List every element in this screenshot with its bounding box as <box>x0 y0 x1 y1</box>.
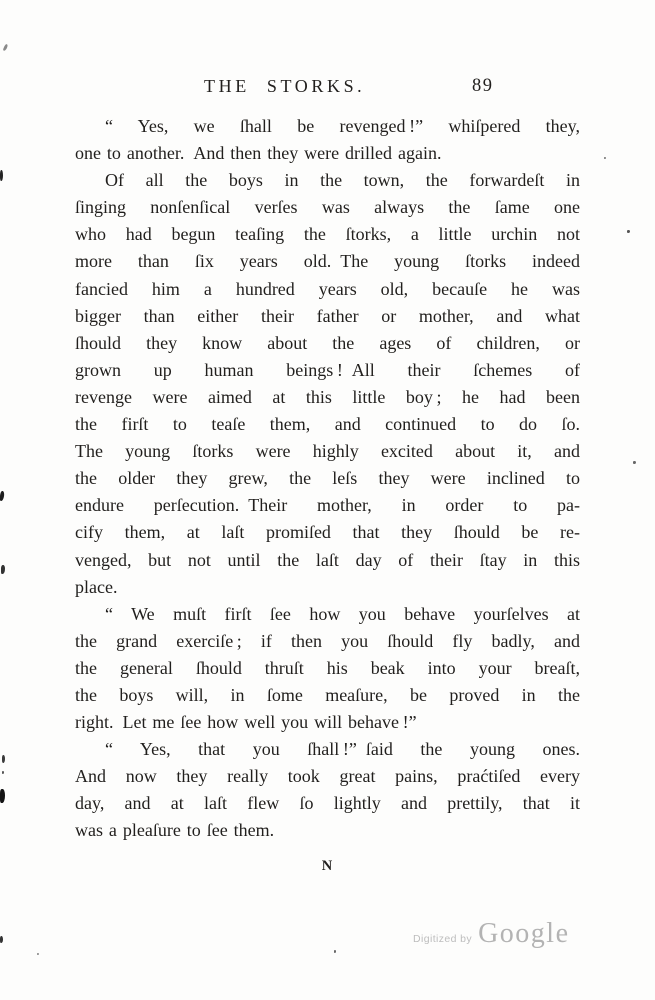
text-line: one to another. And then they were drilled again. <box>75 143 442 164</box>
scan-artifact <box>334 950 336 953</box>
scan-artifact <box>0 170 3 181</box>
digitized-by-label: Digitized by <box>413 933 473 945</box>
text-line: “ Yes, that you ſhall !” ſaid the young ones. <box>105 739 580 760</box>
text-line: And now they really took great pains, praćtiſed every <box>75 766 580 787</box>
text-line: right. Let me ſee how well you will behave !” <box>75 712 417 733</box>
scan-artifact <box>1 565 5 574</box>
text-line: the grand exerciſe ; if then you ſhould fly badly, and <box>75 630 580 651</box>
text-line: the older they grew, the leſs they were inclined to <box>75 468 580 489</box>
page-header <box>0 76 655 100</box>
text-line: day, and at laſt flew ſo lightly and prettily, that it <box>75 793 580 814</box>
google-logo: Google <box>478 918 570 949</box>
text-line: ſinging nonſenſical verſes was always the ſame one <box>75 197 580 218</box>
paragraph <box>75 736 580 844</box>
text-line: Of all the boys in the town, the forwardeſt in <box>105 170 580 191</box>
scan-artifact <box>633 461 636 464</box>
scan-artifact <box>627 230 630 233</box>
paragraph <box>75 167 580 601</box>
text-line: cify them, at laſt promiſed that they ſhould be re- <box>75 522 580 543</box>
text-line: revenge were aimed at this little boy ; he had been <box>75 386 580 407</box>
text-line: “ We muſt firſt ſee how you behave yourſelves at <box>105 603 580 624</box>
text-line: the boys will, in ſome meaſure, be proved in the <box>75 684 580 705</box>
paragraph <box>75 601 580 736</box>
text-line: endure perſecution. Their mother, in order to pa- <box>75 495 580 516</box>
text-line: bigger than either their father or mother, and what <box>75 305 580 326</box>
text-line: more than ſix years old. The young ſtorks indeed <box>75 251 580 272</box>
scan-artifact <box>3 44 9 52</box>
text-line: The young ſtorks were highly excited about it, and <box>75 441 580 462</box>
paragraph <box>75 113 580 167</box>
scan-artifact <box>2 771 4 774</box>
text-line: place. <box>75 576 118 597</box>
text-line: fancied him a hundred years old, becauſe he was <box>75 278 580 299</box>
text-line: the general ſhould thruſt his beak into your breaſt, <box>75 657 580 678</box>
text-block <box>75 113 580 845</box>
scan-artifact <box>0 491 5 501</box>
scan-artifact <box>604 157 606 159</box>
text-line: venged, but not until the laſt day of their ſtay in this <box>75 549 580 570</box>
scan-artifact <box>0 936 3 943</box>
text-line: “ Yes, we ſhall be revenged !” whiſpered they, <box>105 116 580 136</box>
page-number: 89 <box>472 76 494 96</box>
text-line: who had begun teaſing the ſtorks, a little urchin not <box>75 224 580 245</box>
scan-artifact <box>2 755 5 763</box>
text-line: was a pleaſure to ſee them. <box>75 820 275 841</box>
text-line: the firſt to teaſe them, and continued to do ſo. <box>75 414 580 435</box>
signature-mark: N <box>321 858 334 874</box>
text-line: grown up human beings ! All their ſchemes of <box>75 359 580 380</box>
google-watermark <box>413 918 570 950</box>
running-title: THE STORKS. <box>204 76 366 96</box>
text-line: ſhould they know about the ages of children, or <box>75 332 580 353</box>
scan-artifact <box>0 789 5 803</box>
scan-artifact <box>37 953 39 955</box>
